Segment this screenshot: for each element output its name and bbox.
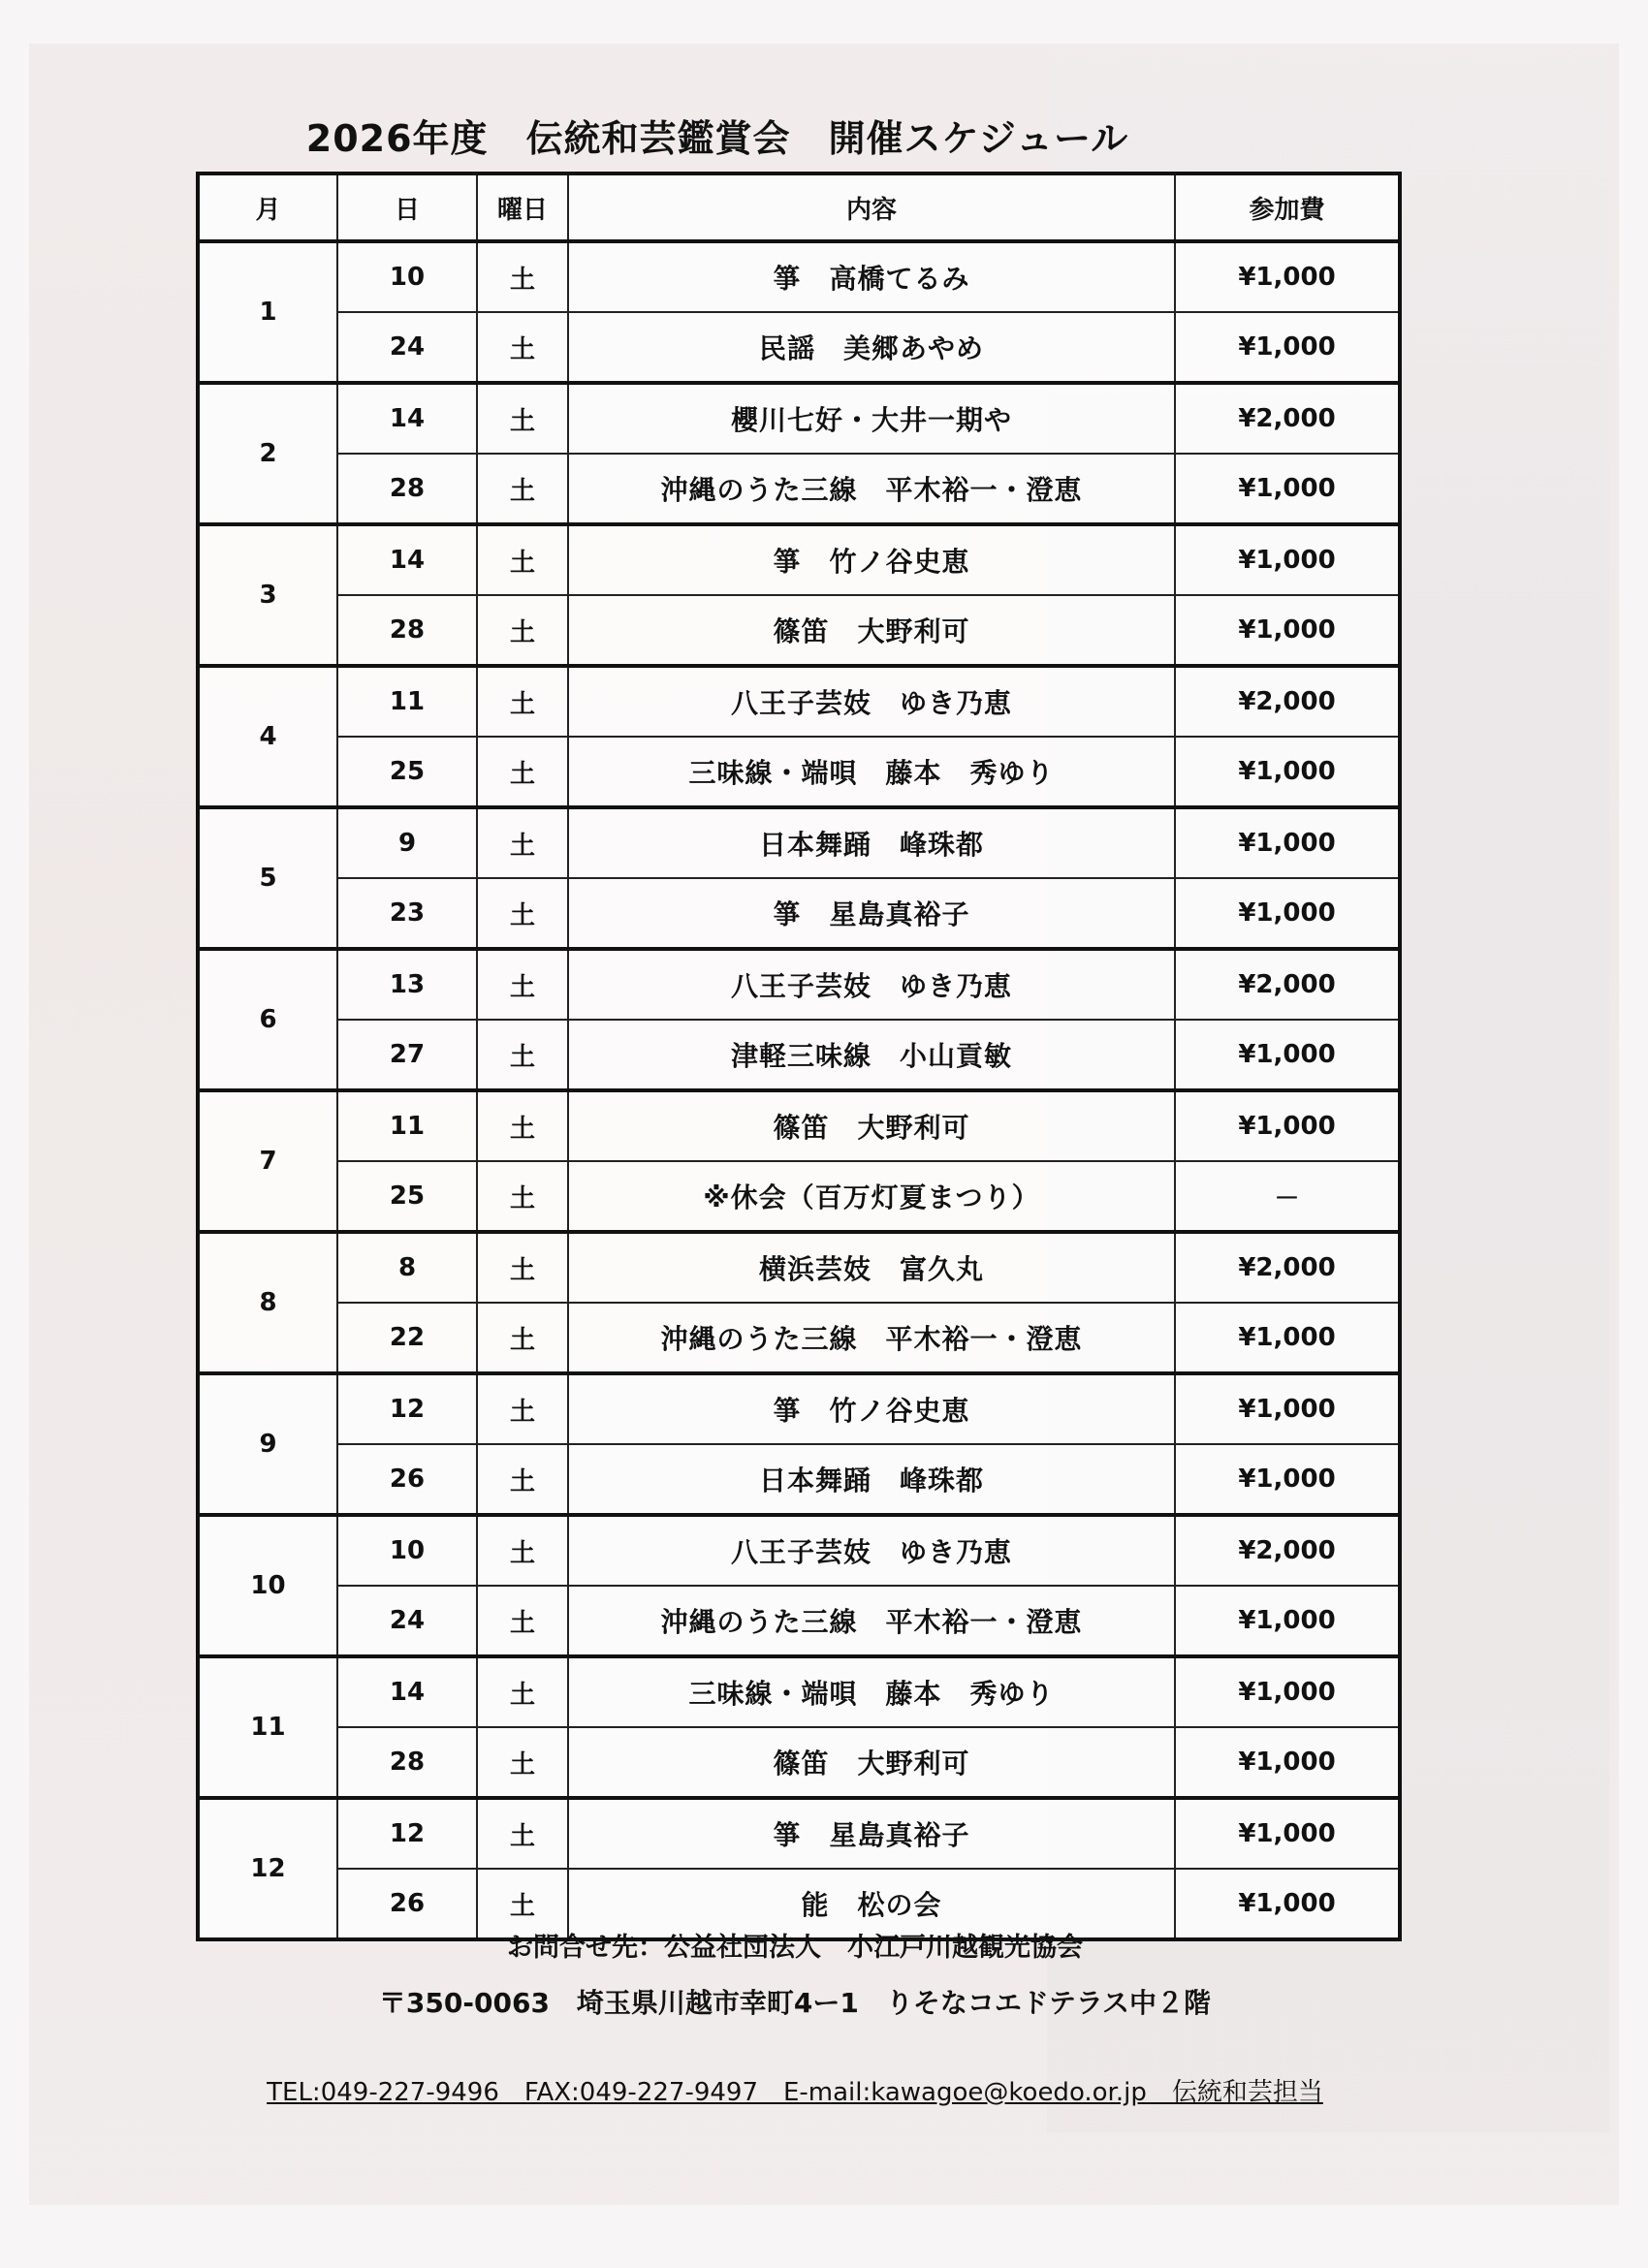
cell-day: 23 [337,878,477,949]
cell-content: 箏 星島真裕子 [568,878,1175,949]
table-row [198,524,1400,595]
table-row [198,1656,1400,1727]
cell-fee: ¥1,000 [1175,1798,1400,1869]
cell-weekday: 土 [477,1232,568,1303]
cell-month: 7 [198,1090,337,1232]
header-month: 月 [198,173,337,241]
cell-fee: ¥1,000 [1175,312,1400,383]
cell-content: 箏 竹ノ谷史恵 [568,1373,1175,1444]
cell-weekday: 土 [477,454,568,524]
table-row [198,1020,1400,1090]
cell-weekday: 土 [477,1798,568,1869]
cell-content: 横浜芸妓 富久丸 [568,1232,1175,1303]
table-row [198,454,1400,524]
cell-fee: ¥1,000 [1175,1656,1400,1727]
cell-content: 篠笛 大野利可 [568,1090,1175,1161]
table-row [198,1090,1400,1161]
cell-weekday: 土 [477,1090,568,1161]
cell-day: 9 [337,807,477,878]
page-title: 2026年度 伝統和芸鑑賞会 開催スケジュール [305,117,1129,160]
cell-fee: ¥1,000 [1175,1090,1400,1161]
cell-weekday: 土 [477,737,568,807]
cell-day: 27 [337,1020,477,1090]
cell-weekday: 土 [477,1020,568,1090]
schedule-table [196,172,1402,1941]
cell-day: 14 [337,383,477,454]
cell-fee: ¥1,000 [1175,807,1400,878]
table-row [198,312,1400,383]
cell-fee: ¥1,000 [1175,1303,1400,1373]
cell-month: 12 [198,1798,337,1939]
cell-fee: ¥1,000 [1175,454,1400,524]
contact-line: お問合せ先：公益社団法人 小江戸川越観光協会 [507,1933,1083,1963]
cell-weekday: 土 [477,1161,568,1232]
cell-fee: ¥1,000 [1175,524,1400,595]
cell-fee: ¥1,000 [1175,1373,1400,1444]
table-row [198,666,1400,737]
schedule-body [198,241,1400,1939]
cell-fee: ¥1,000 [1175,1444,1400,1515]
table-row [198,949,1400,1020]
cell-day: 10 [337,241,477,312]
cell-content: 三味線・端唄 藤本 秀ゆり [568,737,1175,807]
cell-day: 25 [337,1161,477,1232]
cell-fee: ¥1,000 [1175,878,1400,949]
table-row [198,807,1400,878]
header-content: 内容 [568,173,1175,241]
cell-day: 11 [337,666,477,737]
cell-day: 10 [337,1515,477,1586]
cell-fee: ¥1,000 [1175,1020,1400,1090]
cell-day: 8 [337,1232,477,1303]
cell-content: 篠笛 大野利可 [568,1727,1175,1798]
table-row [198,878,1400,949]
cell-weekday: 土 [477,595,568,666]
table-row [198,241,1400,312]
cell-fee: ¥1,000 [1175,1869,1400,1939]
cell-content: 櫻川七好・大井一期や [568,383,1175,454]
cell-weekday: 土 [477,807,568,878]
cell-fee: ¥1,000 [1175,595,1400,666]
cell-day: 24 [337,312,477,383]
cell-fee: ¥1,000 [1175,1727,1400,1798]
cell-weekday: 土 [477,1656,568,1727]
cell-day: 28 [337,454,477,524]
cell-fee: ¥2,000 [1175,666,1400,737]
table-row [198,1515,1400,1586]
cell-month: 5 [198,807,337,949]
table-row [198,1232,1400,1303]
cell-content: 箏 竹ノ谷史恵 [568,524,1175,595]
header-weekday: 曜日 [477,173,568,241]
cell-content: 篠笛 大野利可 [568,595,1175,666]
cell-day: 28 [337,1727,477,1798]
table-row [198,1798,1400,1869]
cell-month: 11 [198,1656,337,1798]
cell-content: 八王子芸妓 ゆき乃恵 [568,1515,1175,1586]
cell-day: 12 [337,1798,477,1869]
cell-fee: － [1175,1161,1400,1232]
cell-fee: ¥1,000 [1175,737,1400,807]
table-row [198,737,1400,807]
table-header-row [198,173,1400,241]
cell-day: 13 [337,949,477,1020]
cell-fee: ¥2,000 [1175,949,1400,1020]
cell-day: 14 [337,524,477,595]
cell-weekday: 土 [477,666,568,737]
cell-content: 日本舞踊 峰珠都 [568,1444,1175,1515]
tel-fax-email-line[interactable]: TEL:049-227-9496 FAX:049-227-9497 E-mail:kawagoe@koedo.or.jp 伝統和芸担当 [267,2078,1323,2107]
cell-weekday: 土 [477,1727,568,1798]
cell-day: 12 [337,1373,477,1444]
cell-day: 26 [337,1869,477,1939]
cell-fee: ¥2,000 [1175,1515,1400,1586]
header-fee: 参加費 [1175,173,1400,241]
cell-day: 11 [337,1090,477,1161]
cell-day: 26 [337,1444,477,1515]
cell-weekday: 土 [477,1373,568,1444]
cell-day: 14 [337,1656,477,1727]
cell-content: 沖縄のうた三線 平木裕一・澄恵 [568,454,1175,524]
cell-fee: ¥2,000 [1175,383,1400,454]
header-day: 日 [337,173,477,241]
cell-month: 9 [198,1373,337,1515]
cell-weekday: 土 [477,241,568,312]
table-row [198,383,1400,454]
cell-weekday: 土 [477,312,568,383]
cell-weekday: 土 [477,949,568,1020]
cell-content: ※休会（百万灯夏まつり） [568,1161,1175,1232]
cell-fee: ¥1,000 [1175,241,1400,312]
address-line: 〒350-0063 埼玉県川越市幸町4ー1 りそなコエドテラス中２階 [378,1987,1212,2019]
table-row [198,1303,1400,1373]
cell-weekday: 土 [477,1515,568,1586]
cell-content: 箏 高橋てるみ [568,241,1175,312]
cell-content: 八王子芸妓 ゆき乃恵 [568,666,1175,737]
table-row [198,1586,1400,1656]
cell-day: 24 [337,1586,477,1656]
cell-content: 三味線・端唄 藤本 秀ゆり [568,1656,1175,1727]
table-row [198,1444,1400,1515]
cell-content: 沖縄のうた三線 平木裕一・澄恵 [568,1303,1175,1373]
cell-content: 津軽三味線 小山貢敏 [568,1020,1175,1090]
cell-content: 能 松の会 [568,1869,1175,1939]
table-row [198,1161,1400,1232]
cell-content: 沖縄のうた三線 平木裕一・澄恵 [568,1586,1175,1656]
cell-day: 28 [337,595,477,666]
cell-day: 25 [337,737,477,807]
cell-weekday: 土 [477,524,568,595]
table-row [198,1727,1400,1798]
cell-content: 日本舞踊 峰珠都 [568,807,1175,878]
cell-weekday: 土 [477,1586,568,1656]
table-row [198,595,1400,666]
cell-month: 3 [198,524,337,666]
cell-weekday: 土 [477,878,568,949]
cell-weekday: 土 [477,1303,568,1373]
cell-fee: ¥2,000 [1175,1232,1400,1303]
cell-month: 1 [198,241,337,383]
cell-fee: ¥1,000 [1175,1586,1400,1656]
cell-month: 8 [198,1232,337,1373]
cell-weekday: 土 [477,1869,568,1939]
cell-month: 2 [198,383,337,524]
cell-month: 4 [198,666,337,807]
cell-content: 箏 星島真裕子 [568,1798,1175,1869]
cell-weekday: 土 [477,383,568,454]
cell-month: 6 [198,949,337,1090]
cell-content: 八王子芸妓 ゆき乃恵 [568,949,1175,1020]
cell-month: 10 [198,1515,337,1656]
cell-weekday: 土 [477,1444,568,1515]
cell-content: 民謡 美郷あやめ [568,312,1175,383]
table-row [198,1373,1400,1444]
cell-day: 22 [337,1303,477,1373]
